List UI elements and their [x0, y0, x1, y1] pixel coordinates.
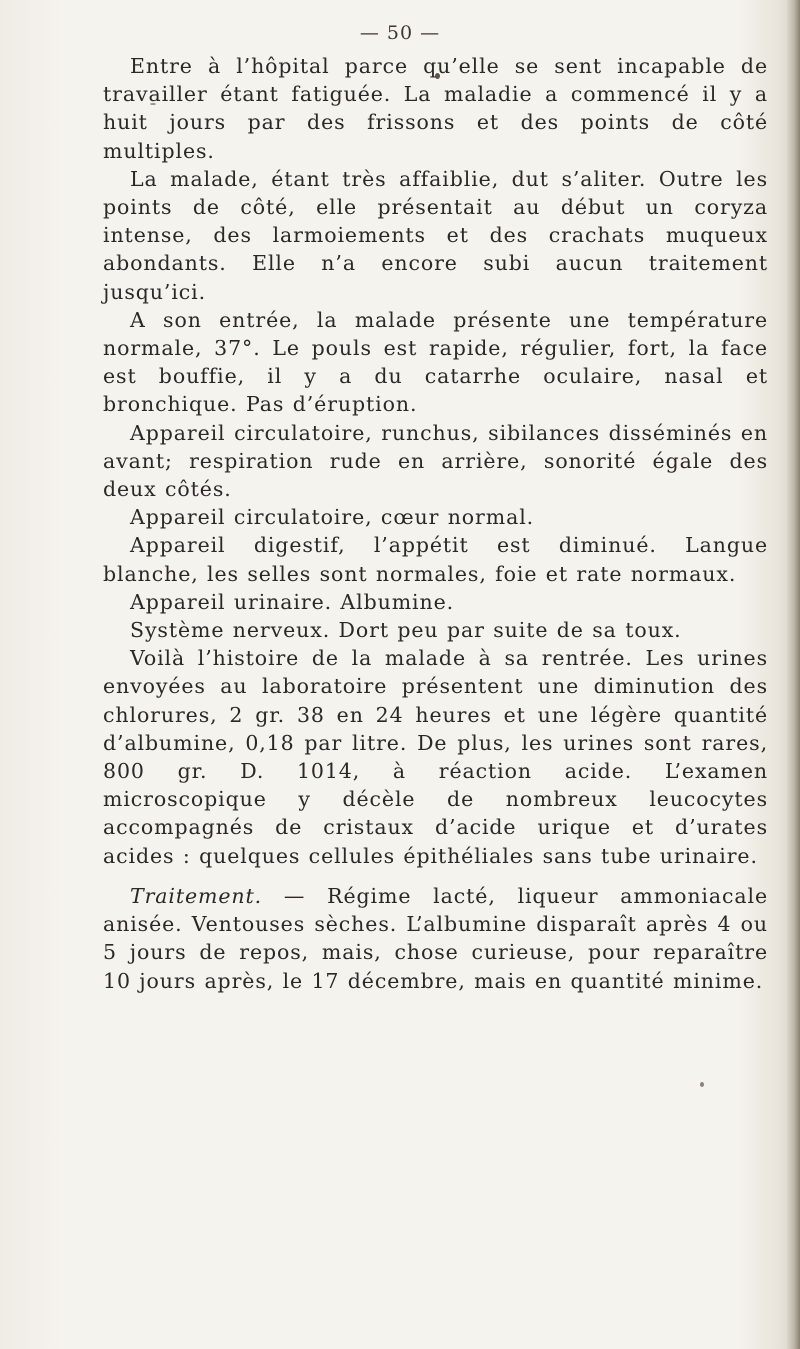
- paragraph: Voilà l’histoire de la malade à sa rentrée. Les urines envoyées au laboratoire présentent une diminution des chlorures, 2 gr. 38 en 24 heures et une légère quantité d’albumine, 0,18 par litre. De plus, les urines sont rares, 800 gr. D. 1014, à réaction acide. L’examen microscopique y décèle de nombreux leucocytes accompagnés de cristaux d’acide urique et d’urates acides : quelques cellules épithéliales sans tube urinaire.: [103, 646, 768, 868]
- page-number: — 50 —: [359, 22, 441, 44]
- paragraph: Appareil circulatoire, cœur normal.: [130, 505, 535, 530]
- body-text: [103, 52, 768, 995]
- paragraph: A son entrée, la malade présente une température normale, 37°. Le pouls est rapide, régulier, fort, la face est bouffie, il y a du catarrhe oculaire, nasal et bronchique. Pas d’éruption.: [103, 307, 768, 417]
- paragraph: Appareil urinaire. Albumine.: [130, 589, 455, 614]
- paragraph: Appareil circulatoire, runchus, sibilances disséminés en avant; respiration rude en arrière, sonorité égale des deux côtés.: [103, 420, 768, 502]
- treatment-label: Traitement.: [130, 883, 263, 908]
- treatment-paragraph: [103, 882, 768, 995]
- treatment-text: — Régime lacté, liqueur ammoniacale anisée. Ventouses sèches. L’albumine disparaît après 4 ou 5 jours de repos, mais, chose curieuse, pour reparaître 10 jours après, le 17 décembre, mais en quantité minime.: [103, 883, 768, 993]
- page-edge-shadow: [786, 0, 800, 1349]
- paragraph: Système nerveux. Dort peu par suite de sa toux.: [130, 618, 682, 643]
- paragraph: La malade, étant très affaiblie, dut s’aliter. Outre les points de côté, elle présentait au début un coryza intense, des larmoiements et des crachats muqueux abondants. Elle n’a encore subi aucun traitement jusqu’ici.: [103, 166, 768, 304]
- paragraph: Appareil digestif, l’appétit est diminué. Langue blanche, les selles sont normales, foie et rate normaux.: [103, 533, 768, 586]
- paragraph: Entre à l’hôpital parce qu’elle se sent incapable de travailler étant fatiguée. La maladie a commencé il y a huit jours par des frissons et des points de côté multiples.: [103, 54, 768, 163]
- ink-speck: [700, 1082, 704, 1087]
